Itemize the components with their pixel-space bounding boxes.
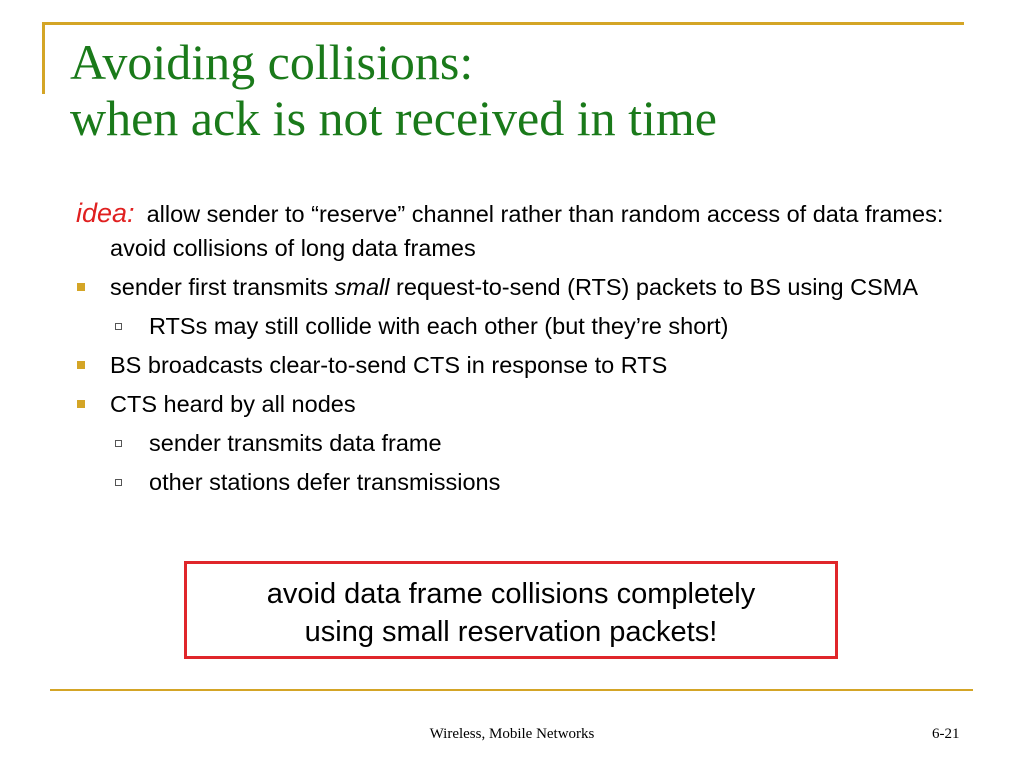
sub-bullet-others-defer [76, 465, 956, 499]
bullet-cts [76, 348, 956, 382]
bullet-cts-heard [76, 387, 956, 421]
square-bullet-icon [77, 283, 85, 291]
bullet-cts-heard-text: CTS heard by all nodes [110, 391, 356, 417]
sub-bullet-sender-transmits [76, 426, 956, 460]
sub-bullet-text: RTSs may still collide with each other (but they’re short) [149, 313, 729, 339]
hollow-square-bullet-icon [115, 323, 122, 330]
frame-top-line [42, 22, 964, 25]
idea-paragraph [76, 196, 956, 265]
sub-bullet-rts-collide [76, 309, 956, 343]
footer-course-title: Wireless, Mobile Networks [429, 726, 595, 742]
square-bullet-icon [77, 400, 85, 408]
bullet-cts-text: BS broadcasts clear-to-send CTS in response to RTS [110, 352, 668, 378]
idea-text: allow sender to “reserve” channel rather than random access of data frames: avoid collisions of long data frames [110, 201, 944, 261]
footer-rule [50, 689, 973, 691]
square-bullet-icon [77, 361, 85, 369]
frame-left-line [42, 22, 45, 94]
callout-line-1: avoid data frame collisions completely [266, 578, 756, 610]
bullet-rts-text-post: request-to-send (RTS) packets to BS using CSMA [389, 274, 919, 300]
idea-label: idea: [76, 198, 135, 228]
title-line-2: when ack is not received in time [70, 90, 717, 146]
bullet-rts [76, 270, 956, 304]
hollow-square-bullet-icon [115, 479, 122, 486]
slide-body [76, 196, 956, 499]
sub-bullet-text: other stations defer transmissions [149, 469, 501, 495]
callout-line-2: using small reservation packets! [304, 616, 718, 648]
hollow-square-bullet-icon [115, 440, 122, 447]
bullet-rts-text-pre: sender first transmits [110, 274, 335, 300]
sub-bullet-text: sender transmits data frame [149, 430, 442, 456]
title-line-1: Avoiding collisions: [70, 34, 474, 90]
footer-page-number: 6-21 [932, 726, 960, 742]
callout-box [184, 561, 838, 659]
bullet-rts-emphasis: small [334, 274, 390, 300]
slide-title [70, 34, 717, 146]
